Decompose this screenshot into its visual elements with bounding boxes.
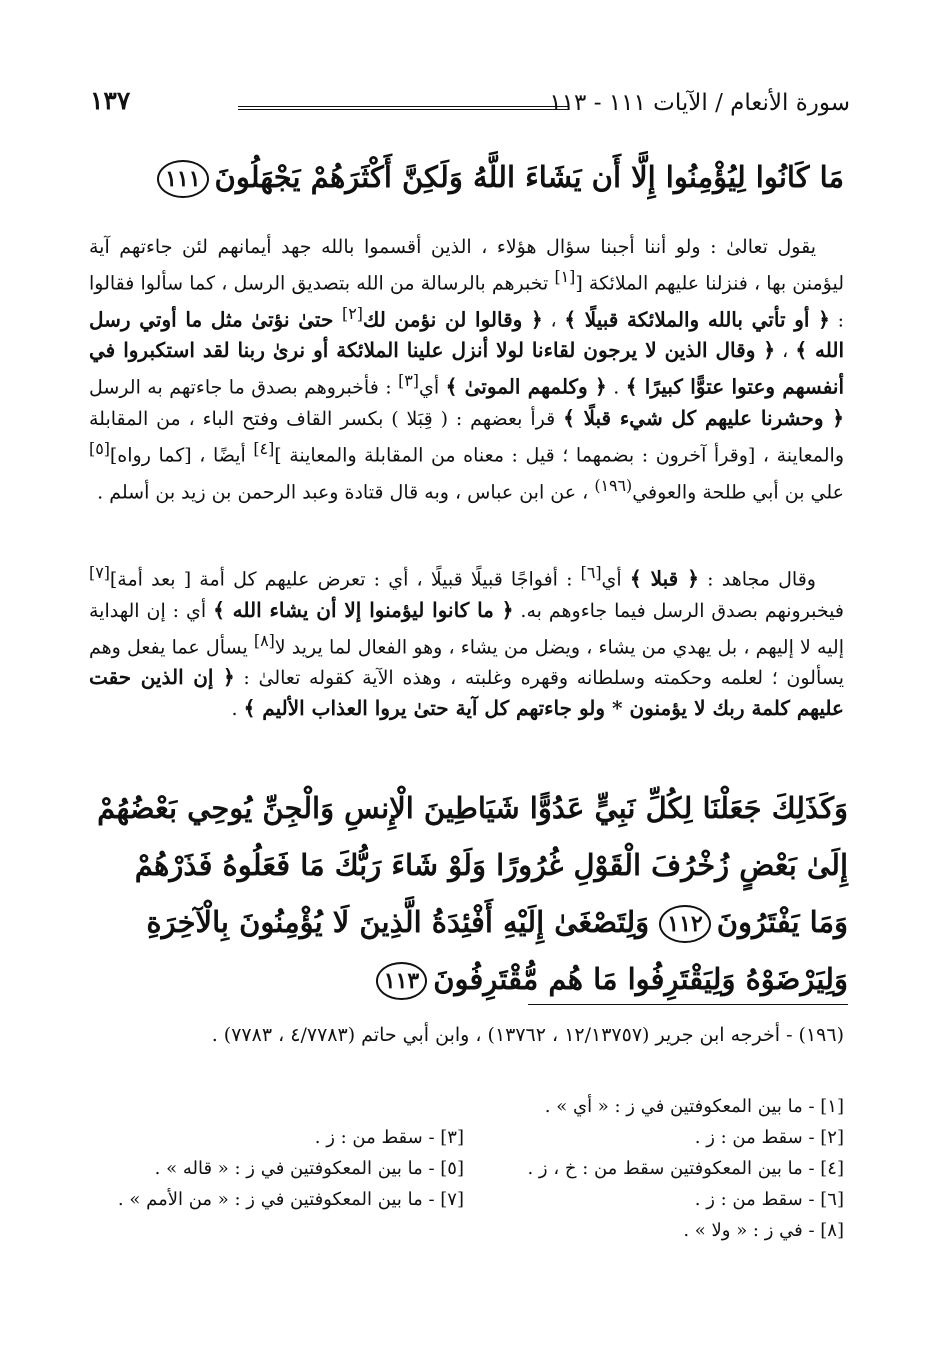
tafsir-text: أي: [418, 376, 446, 399]
tafsir-text: : فأخبروهم بصدق ما جاءتهم به الرسل: [89, 376, 399, 399]
note-ref: [٥]: [89, 439, 110, 459]
quoted-verse: ﴿ أو تأتي بالله والملائكة قبيلًا ﴾: [564, 307, 830, 332]
verse-112-text: وَكَذَلِكَ جَعَلْنَا لِكُلِّ نَبِيٍّ عَدُوًّا شَيَاطِينَ الْإِنسِ وَالْجِنِّ يُوحِي بَعْضُهُمْ إِلَىٰ بَعْضٍ زُخْرُفَ الْقَوْلِ غُرُورًا وَلَوْ شَاءَ رَبُّكَ مَا فَعَلُوهُ فَذَرْهُمْ وَمَا يَفْتَرُونَ: [97, 791, 848, 939]
quoted-verse: ﴿ وحشرنا عليهم كل شيء قبلًا ﴾: [563, 406, 844, 430]
quoted-verse: ﴿ قبلا ﴾: [629, 566, 700, 591]
note-1: [١] - ما بين المعكوفتين في ز : « أي » .: [544, 1096, 844, 1117]
ayah-number-113: ١١٣: [376, 962, 427, 1000]
tafsir-text: أي: [601, 568, 630, 591]
footnote-196: (١٩٦) - أخرجه ابن جرير (١٢/١٣٧٥٧ ، ١٣٧٦٢) ، وابن أبي حاتم (٤/٧٧٨٣ ، ٧٧٨٣) .: [211, 1024, 844, 1046]
quoted-verse: ﴿ وقال الذين لا يرجون لقاءنا لولا أنزل علينا الملائكة أو نرىٰ ربنا لقد استكبروا في أنفسهم وعتوا عتوًّا كبيرًا ﴾: [89, 338, 845, 399]
note-7: [٧] - ما بين المعكوفتين في ز : « من الأمم » .: [117, 1189, 464, 1210]
verse-111: [84, 148, 844, 206]
tafsir-text: : أفواجًا قبيلًا قبيلًا ، أي : تعرض عليهم كل أمة [ بعد أمة]: [109, 568, 581, 591]
quoted-verse: ﴿ ما كانوا ليؤمنوا إلا أن يشاء الله ﴾: [213, 597, 514, 622]
ayah-number-111: ١١١: [157, 160, 208, 198]
note-ref: [٨]: [253, 630, 275, 650]
tafsir-text: ، عن ابن عباس ، وبه قال قتادة وعبد الرحمن بن زيد بن أسلم .: [97, 481, 595, 504]
tafsir-text: أي : إن الهداية إليه لا إليهم ، بل يهدي من يشاء ، ويضل من يشاء ، وهو الفعال لما يريد لا: [89, 599, 844, 659]
tafsir-text: تخبرهم بالرسالة من الله بتصديق الرسل ، كما سألوا فقالوا :: [89, 272, 844, 332]
footnote-separator: [528, 1004, 848, 1005]
note-5: [٥] - ما بين المعكوفتين في ز : « قاله » .: [154, 1158, 464, 1179]
tafsir-paragraph-2: [89, 558, 844, 725]
note-ref: [٤]: [253, 439, 275, 459]
quoted-verse: ﴿ وكلمهم الموتىٰ ﴾: [445, 374, 607, 399]
verse-111-text: مَا كَانُوا لِيُؤْمِنُوا إِلَّا أَن يَشَاءَ اللَّهُ وَلَكِنَّ أَكْثَرَهُمْ يَجْهَلُونَ: [214, 160, 844, 194]
tafsir-text: يسأل عما يفعل وهم يسألون ؛ لعلمه وحكمته وسلطانه وقهره وغلبته ، وهذه الآية كقوله تعالىٰ :: [89, 636, 844, 690]
note-8: [٨] - في ز : « ولا » .: [683, 1220, 844, 1241]
note-ref: [٢]: [342, 303, 363, 323]
tafsir-text: أيضًا ، [كما رواه]: [109, 444, 254, 467]
tafsir-text: قرأ بعضهم : ( قِبَلا ) بكسر القاف وفتح الباء ، من المقابلة والمعاينة ، [وقرأ آخرون : بضمهما ؛ قيل : معناه من المقابلة والمعاينة ]: [89, 408, 844, 467]
verse-113-text: وَلِتَصْغَىٰ إِلَيْهِ أَفْئِدَةُ الَّذِينَ لَا يُؤْمِنُونَ بِالْآخِرَةِ وَلِيَرْضَوْهُ وَلِيَقْتَرِفُوا مَا هُم مُّقْتَرِفُونَ: [146, 905, 848, 996]
footnote-ref: (١٩٦): [594, 475, 633, 495]
quoted-verse: ﴿ وقالوا لن نؤمن لك: [362, 307, 543, 332]
tafsir-text: ،: [775, 340, 796, 363]
page-header: [90, 84, 850, 124]
tafsir-text: يقول تعالىٰ : ولو أننا أجبنا سؤال هؤلاء ، الذين أقسموا بالله جهد أيمانهم لئن جاءتهم آية ليؤمنن بها ، فنزلنا عليهم الملائكة [: [89, 236, 844, 295]
tafsir-paragraph-1: [89, 232, 844, 507]
note-2: [٢] - سقط من : ز .: [694, 1127, 844, 1148]
tafsir-text: فيخبرونهم بصدق الرسل فيما جاءوهم به.: [513, 599, 844, 622]
note-ref: [٧]: [89, 563, 110, 582]
note-ref: [٦]: [580, 563, 602, 582]
editor-notes: [84, 1092, 844, 1247]
ayah-number-112: ١١٢: [659, 905, 710, 943]
header-rule: [238, 106, 568, 110]
note-ref: [٣]: [398, 371, 419, 391]
verses-112-113: [88, 780, 848, 1008]
surah-title: سورة الأنعام / الآيات ١١١ - ١١٣: [549, 90, 850, 116]
note-3: [٣] - سقط من : ز .: [314, 1127, 464, 1148]
note-ref: [١]: [554, 267, 576, 287]
tafsir-text: وقال مجاهد :: [699, 568, 816, 591]
tafsir-text: .: [606, 376, 626, 399]
page-number: ١٣٧: [90, 86, 131, 115]
tafsir-text: ،: [542, 309, 565, 332]
quoted-verse: ﴿ إن الذين حقت عليهم كلمة ربك لا يؤمنون * ولو جاءتهم كل آية حتىٰ يروا العذاب الأليم ﴾: [89, 665, 844, 721]
quoted-verse: حتىٰ نؤتىٰ مثل ما أوتي رسل الله ﴾: [89, 307, 845, 363]
tafsir-text: .: [231, 698, 244, 721]
note-6: [٦] - سقط من : ز .: [694, 1189, 844, 1210]
note-4: [٤] - ما بين المعكوفتين سقط من : خ ، ز .: [527, 1158, 844, 1179]
tafsir-text: علي بن أبي طلحة والعوفي: [632, 481, 844, 504]
